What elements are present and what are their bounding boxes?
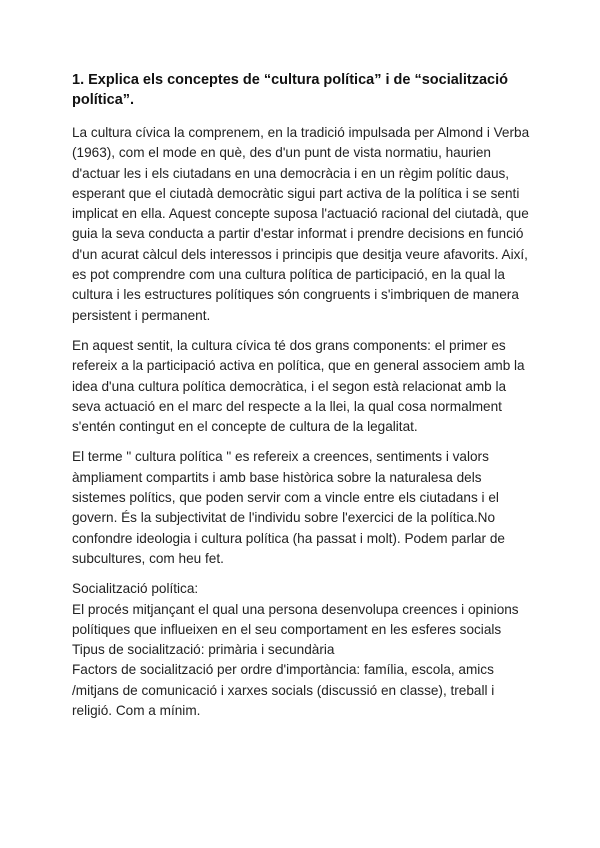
paragraph-components: En aquest sentit, la cultura cívica té dos grans components: el primer es refereix a la participació activa en política, que en general associem amb la idea d'una cultura política democràtica, i el segon està relacionat amb la seva actuació en el marc del respecte a la llei, la qual cosa normalment s'entén contingut en el concepte de cultura de la legalitat. [72, 337, 525, 435]
paragraph-civic-culture: La cultura cívica la comprenem, en la tradició impulsada per Almond i Verba (1963), com el mode en què, des d'un punt de vista normatiu, haurien d'actuar les i els ciutadans en una democràcia i en un règim polític daus, esperant que el ciutadà democràtic sigui part activa de la política i se senti implicat en ella. Aquest concepte suposa l'actuació racional del ciutadà, que guia la seva conducta a partir d'estar informat i prendre decisions en funció d'un acurat càlcul dels interessos i principis que desitja veure afavorits. Així, es pot comprendre com una cultura política de participació, en la qual la cultura i les estructures polítiques són congruents i s'imbriquen de manera persistent i permanent. [72, 125, 530, 323]
socialization-section [72, 579, 532, 721]
question-heading: 1. Explica els conceptes de “cultura política” i de “socialització política”. [72, 72, 508, 108]
socialization-title: Socialització política: [72, 581, 199, 597]
socialization-types: Tipus de socialització: primària i secundària [72, 642, 335, 658]
document-page [72, 70, 532, 721]
socialization-definition: El procés mitjançant el qual una persona desenvolupa creences i opinions polítiques que influeixen en el seu comportament en les esferes socials [72, 601, 519, 637]
paragraph-political-culture: El terme " cultura política " es refereix a creences, sentiments i valors àmpliament compartits i amb base històrica sobre la naturalesa dels sistemes polítics, que poden servir com a vincle entre els ciutadans i el govern. És la subjectivitat de l'individu sobre l'exercici de la política.No confondre ideologia i cultura política (ha passat i molt). Podem parlar de subcultures, com heu fet. [72, 449, 505, 566]
socialization-factors: Factors de socialització per ordre d'importància: família, escola, amics /mitjans de comunicació i xarxes socials (discussió en classe), treball i religió. Com a mínim. [72, 662, 495, 719]
